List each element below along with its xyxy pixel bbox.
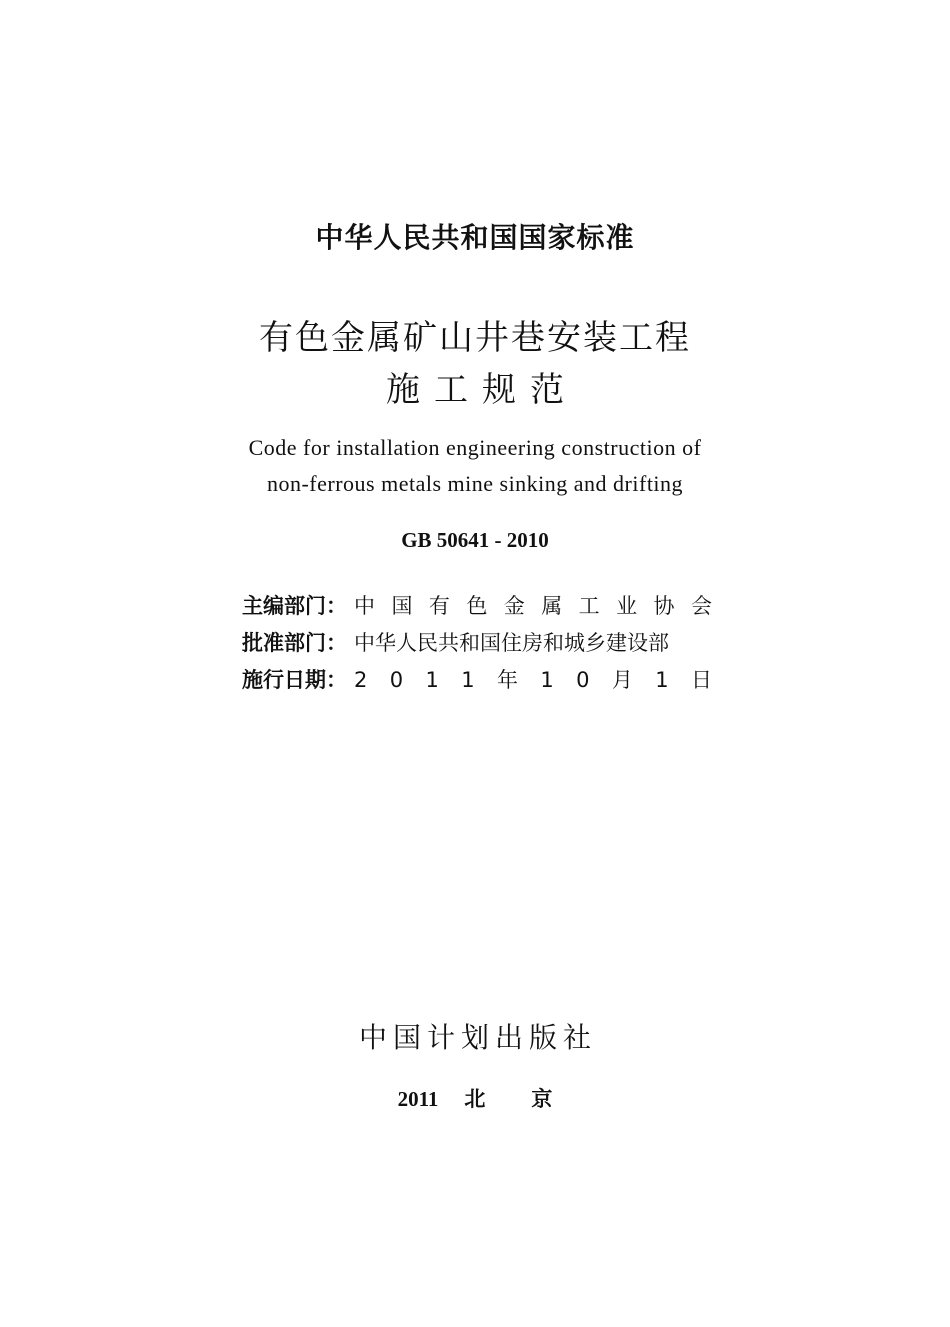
approver-value: 中华人民共和国住房和城乡建设部	[354, 631, 669, 655]
english-title	[0, 430, 950, 502]
publication-year: 2011	[397, 1087, 439, 1111]
editor-label: 主编部门：	[242, 594, 347, 618]
editor-char: 金	[503, 594, 525, 618]
editor-char: 工	[578, 594, 600, 618]
date-char: 1	[540, 668, 554, 692]
editor-char: 会	[690, 594, 712, 618]
publication-city-char-1: 北	[464, 1087, 486, 1111]
editor-char: 业	[616, 594, 638, 618]
document-title-line-2: 施工规范	[386, 370, 578, 410]
editor-char: 中	[354, 594, 375, 618]
date-char: 2	[354, 668, 368, 692]
date-char: 1	[461, 668, 475, 692]
approver-label: 批准部门：	[242, 631, 347, 655]
publication-place	[0, 1083, 950, 1113]
publisher-name: 中国计划出版社	[358, 1021, 597, 1054]
publication-city-char-2: 京	[531, 1087, 553, 1111]
publication-metadata	[242, 588, 712, 699]
document-title-line-1: 有色金属矿山井巷安装工程	[259, 318, 691, 358]
approver-row	[242, 625, 712, 662]
editor-char: 国	[391, 594, 413, 618]
date-char: 年	[497, 668, 518, 692]
standard-number: GB 50641 - 2010	[401, 528, 549, 552]
english-title-line-1: Code for installation engineering construction of	[248, 435, 702, 460]
date-char: 0	[389, 668, 404, 692]
national-standard-heading: 中华人民共和国国家标准	[315, 221, 635, 254]
english-title-line-2: non-ferrous metals mine sinking and drifting	[266, 471, 684, 496]
editor-char: 协	[653, 594, 675, 618]
editor-row	[242, 588, 712, 625]
editor-value	[354, 588, 712, 625]
date-char: 月	[611, 668, 633, 692]
date-char: 0	[576, 668, 590, 692]
effective-date-value	[354, 662, 712, 699]
editor-char: 有	[428, 594, 450, 618]
editor-char: 色	[466, 594, 488, 618]
editor-char: 属	[541, 594, 563, 618]
effective-date-label: 施行日期：	[242, 668, 347, 692]
date-char: 日	[691, 668, 712, 692]
date-char: 1	[425, 668, 439, 692]
date-char: 1	[655, 668, 669, 692]
effective-date-row	[242, 662, 712, 699]
